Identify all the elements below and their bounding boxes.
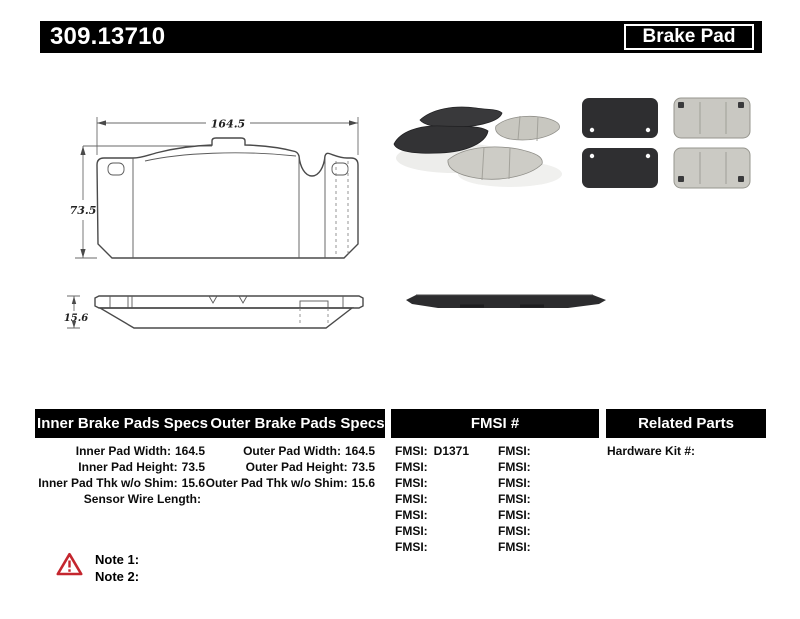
spec-row — [25, 491, 205, 507]
fmsi-label: FMSI: — [395, 460, 428, 474]
fmsi-row — [395, 459, 495, 475]
spec-label: Outer Pad Thk w/o Shim: — [205, 476, 348, 490]
fmsi-row — [498, 459, 598, 475]
fmsi-row — [498, 539, 598, 555]
spec-value: 73.5 — [351, 460, 375, 474]
left-ear-hole — [108, 163, 124, 175]
fmsi-value: D1371 — [433, 444, 470, 458]
fmsi-label: FMSI: — [498, 492, 531, 506]
spec-label: Outer Pad Width: — [243, 444, 341, 458]
fmsi-label: FMSI: — [498, 460, 531, 474]
related-parts-column — [607, 443, 765, 459]
fmsi-label: FMSI: — [395, 476, 428, 490]
width-dimension — [97, 117, 358, 155]
related-label: Hardware Kit #: — [607, 444, 696, 458]
fmsi-label: FMSI: — [395, 444, 428, 458]
fmsi-row — [395, 523, 495, 539]
spec-row — [205, 475, 375, 491]
spec-row — [205, 459, 375, 475]
spec-label: Outer Pad Height: — [245, 460, 348, 474]
product-photo-side-profile — [400, 291, 612, 311]
related-parts-header-bar — [606, 409, 766, 438]
spec-row — [205, 443, 375, 459]
spec-value: 15.6 — [181, 476, 205, 490]
fmsi-label: FMSI: — [395, 492, 428, 506]
dark-pad-shape — [420, 107, 502, 127]
fmsi-label: FMSI: — [395, 540, 428, 554]
fmsi-label: FMSI: — [395, 524, 428, 538]
fmsi-row — [395, 491, 495, 507]
fmsi-row — [395, 539, 495, 555]
fmsi-label: FMSI: — [498, 540, 531, 554]
backing-plate-profile — [95, 296, 363, 308]
height-dimension — [70, 146, 212, 258]
outer-specs-column — [205, 443, 375, 491]
note-line: Note 2: — [95, 569, 140, 584]
fmsi-row — [498, 443, 598, 459]
profile-notch — [460, 305, 484, 308]
pad-profile-shape — [406, 295, 606, 308]
inner-specs-header: Inner Brake Pads Specs — [37, 415, 208, 432]
fmsi-row — [395, 443, 495, 459]
note-line: Note 1: — [95, 552, 140, 567]
spec-label: Inner Pad Thk w/o Shim: — [38, 476, 178, 490]
spec-label: Inner Pad Height: — [78, 460, 178, 474]
width-dim-label: 164.5 — [210, 117, 246, 131]
spec-row — [25, 475, 205, 491]
fmsi-row — [498, 475, 598, 491]
height-dim-label: 73.5 — [69, 204, 97, 217]
fmsi-label: FMSI: — [498, 444, 531, 458]
outer-specs-header: Outer Brake Pads Specs — [210, 415, 385, 432]
v-notches — [209, 296, 247, 303]
spec-value: 73.5 — [181, 460, 205, 474]
product-type-box — [624, 24, 754, 50]
fmsi-column-1 — [395, 443, 495, 555]
spec-label: Sensor Wire Length: — [83, 492, 201, 506]
header-bar — [40, 21, 762, 53]
friction-profile — [100, 308, 352, 328]
fmsi-column-2 — [498, 443, 598, 555]
right-ear-hole — [332, 163, 348, 175]
inner-specs-column — [25, 443, 205, 507]
spec-row — [25, 459, 205, 475]
light-pad-face — [674, 98, 750, 138]
fmsi-label: FMSI: — [395, 508, 428, 522]
fmsi-row — [395, 507, 495, 523]
spec-value: 164.5 — [344, 444, 375, 458]
product-type-label: Brake Pad — [642, 26, 736, 47]
thickness-dimension — [64, 296, 88, 328]
top-chamfer-line — [145, 153, 296, 161]
fmsi-row — [498, 491, 598, 507]
part-number: 309.13710 — [50, 23, 166, 50]
notch-segment-lines — [299, 158, 325, 258]
dark-backplate — [582, 148, 658, 188]
spec-label: Inner Pad Width: — [75, 444, 171, 458]
fmsi-row — [498, 523, 598, 539]
fmsi-header: FMSI # — [470, 415, 520, 432]
product-photo-flat-set — [580, 96, 752, 192]
fmsi-row — [395, 475, 495, 491]
spec-row — [25, 443, 205, 459]
pads-specs-header-bar — [35, 409, 385, 438]
pad-side-view — [95, 296, 363, 328]
product-photo-angled-set — [392, 100, 564, 192]
fmsi-label: FMSI: — [498, 476, 531, 490]
clip-detail — [300, 301, 328, 308]
thickness-dim-label: 15.6 — [63, 313, 89, 324]
pad-front-view — [97, 138, 358, 258]
light-pad-face — [674, 148, 750, 188]
warning-triangle-icon — [56, 552, 83, 577]
dark-backplate — [582, 98, 658, 138]
light-pad-shape — [496, 116, 560, 140]
fmsi-label: FMSI: — [498, 524, 531, 538]
pad-outline — [97, 138, 358, 258]
fmsi-row — [498, 507, 598, 523]
notes-block — [95, 551, 139, 585]
spec-value: 164.5 — [174, 444, 205, 458]
related-parts-header: Related Parts — [638, 415, 734, 432]
spec-value: 15.6 — [351, 476, 375, 490]
fmsi-header-bar — [391, 409, 599, 438]
fmsi-label: FMSI: — [498, 508, 531, 522]
related-row — [607, 443, 765, 459]
technical-drawing — [60, 95, 380, 340]
profile-notch — [520, 305, 544, 308]
